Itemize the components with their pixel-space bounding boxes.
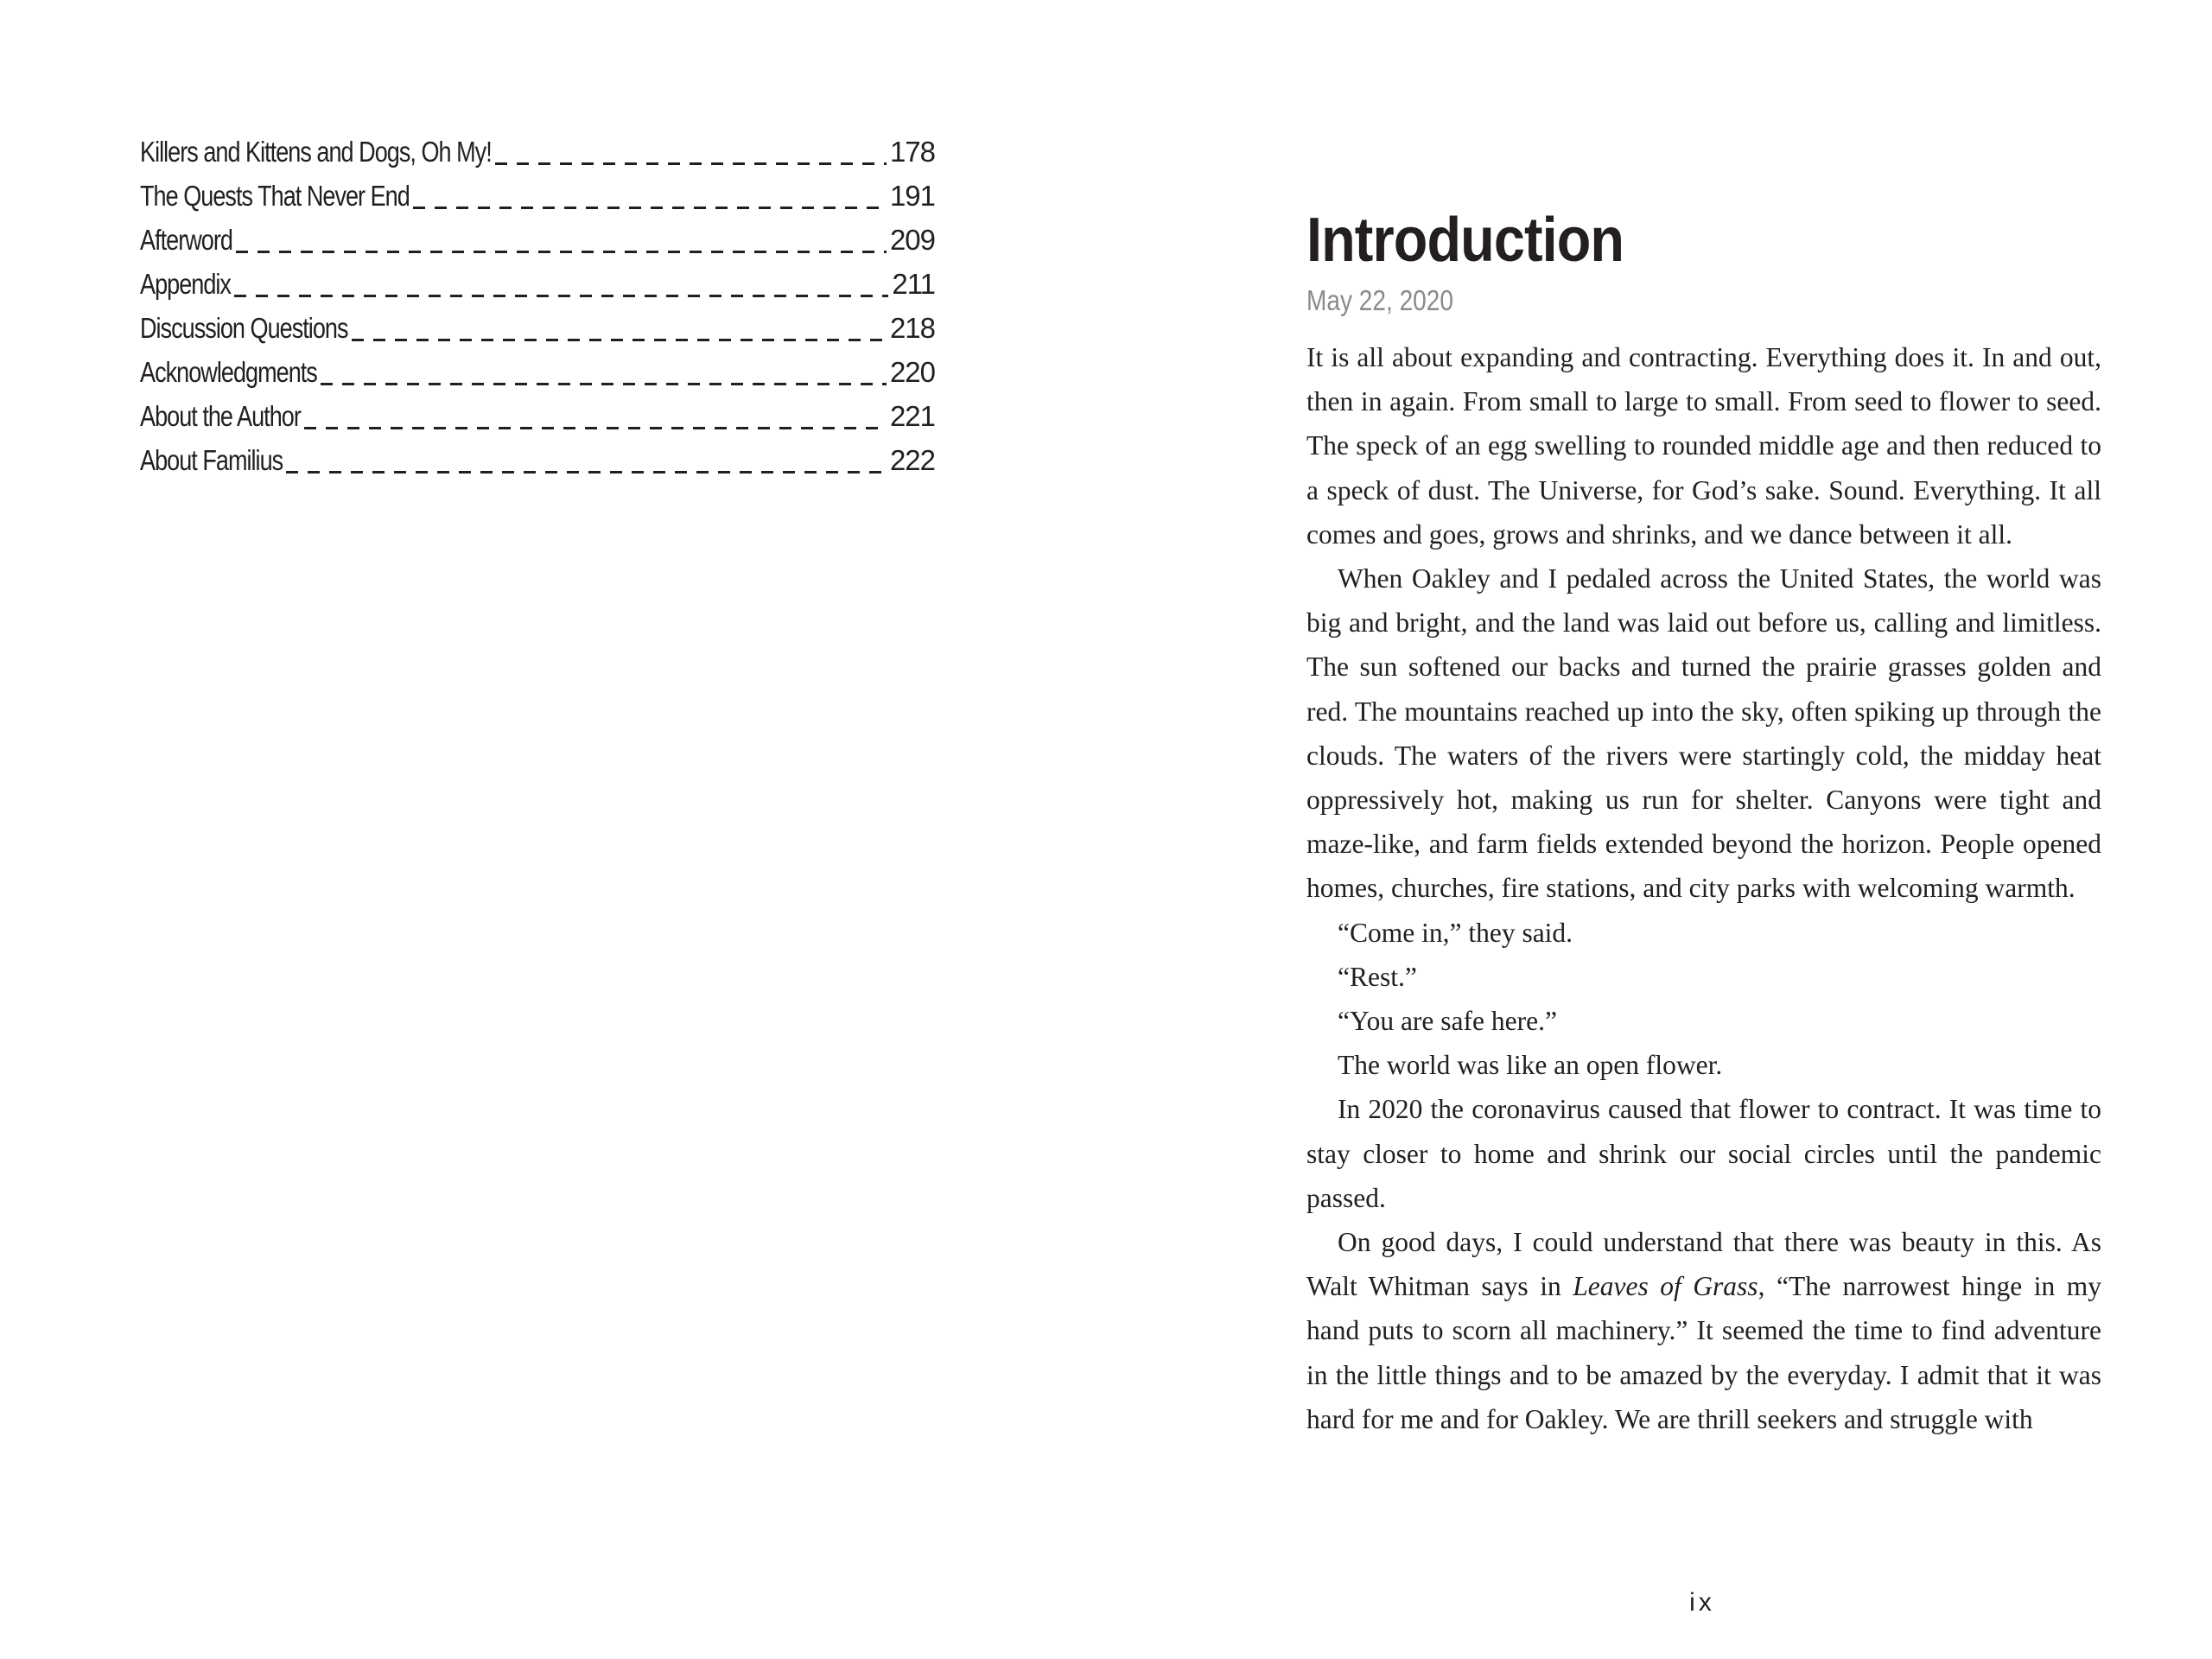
toc-leader xyxy=(413,207,887,209)
toc-entry-title: Afterword xyxy=(140,224,232,256)
toc-entry xyxy=(140,262,935,306)
body-paragraph: “Come in,” they said. xyxy=(1338,917,1573,948)
toc-entry-page: 220 xyxy=(889,356,935,388)
toc-entry-page: 178 xyxy=(889,136,935,168)
toc-entry-page: 211 xyxy=(892,268,935,300)
chapter-title: Introduction xyxy=(1306,206,1624,275)
toc-entry-title: The Quests That Never End xyxy=(140,180,410,212)
toc-entry-title: Killers and Kittens and Dogs, Oh My! xyxy=(140,136,492,168)
toc-leader xyxy=(321,383,887,385)
toc-leader xyxy=(234,295,888,297)
toc-entry-title: Acknowledgments xyxy=(140,356,317,388)
toc-leader xyxy=(495,162,887,165)
toc-leader xyxy=(236,251,887,253)
body-paragraph: The world was like an open flower. xyxy=(1338,1050,1723,1081)
chapter-date: May 22, 2020 xyxy=(1306,284,1453,316)
toc-entry-page: 191 xyxy=(889,180,935,212)
toc-entry-title: About Familius xyxy=(140,444,283,476)
page-number: ix xyxy=(1689,1588,1715,1617)
toc-entry-title: About the Author xyxy=(140,400,301,432)
toc-entry-page: 209 xyxy=(889,224,935,256)
body-paragraph: It is all about expanding and contracting. Everything does it. In and out, then in again. From small to large to small. From seed to flower to seed. The speck of an egg swelling to rounded middle age and then reduced to a speck of dust. The Universe, for God’s sake. Sound. Everything. It all comes and goes, grows and shrinks, and we dance between it all. xyxy=(1306,342,2101,550)
body-paragraph xyxy=(1306,1220,2101,1441)
toc-entry-title: Appendix xyxy=(140,268,231,300)
table-of-contents xyxy=(140,130,935,482)
paragraph-text: On good days, I could understand that there was beauty in this. As Walt Whitman says in xyxy=(1306,1227,2101,1302)
body-paragraph: When Oakley and I pedaled across the United States, the world was big and bright, and the land was laid out before us, calling and limitless. The sun softened our backs and turned the prairie grasses golden and red. The mountains reached up into the sky, often spiking up through the clouds. The waters of the rivers were startingly cold, the midday heat oppressively hot, making us run for shelter. Canyons were tight and maze-like, and farm fields extended beyond the horizon. People opened homes, churches, fire stations, and city parks with welcoming warmth. xyxy=(1306,563,2101,904)
paragraph-text: , “The narrowest hinge in my hand puts to scorn all machinery.” It seemed the time to find adventure in the little things and to be amazed by the everyday. I admit that it was hard for me and for Oakley. We are thrill seekers and struggle with xyxy=(1306,1271,2102,1434)
toc-entry xyxy=(140,174,935,218)
toc-leader xyxy=(304,427,887,429)
body-paragraph: “Rest.” xyxy=(1338,961,1417,992)
chapter-body xyxy=(1306,335,2101,1441)
toc-entry xyxy=(140,218,935,262)
toc-leader xyxy=(286,471,887,474)
toc-entry-title: Discussion Questions xyxy=(140,312,348,344)
toc-entry xyxy=(140,306,935,350)
toc-entry-page: 221 xyxy=(889,400,935,432)
body-paragraph: “You are safe here.” xyxy=(1338,1006,1557,1037)
chapter-page xyxy=(1306,204,2101,1441)
body-paragraph: In 2020 the coronavirus caused that flower to contract. It was time to stay closer to home and shrink our social circles until the pandemic passed. xyxy=(1306,1094,2101,1213)
toc-entry-page: 222 xyxy=(889,444,935,476)
toc-entry xyxy=(140,438,935,482)
toc-leader xyxy=(352,339,887,341)
toc-entry xyxy=(140,350,935,394)
toc-entry xyxy=(140,130,935,174)
book-title-italic: Leaves of Grass xyxy=(1573,1271,1758,1302)
toc-entry-page: 218 xyxy=(889,312,935,344)
toc-entry xyxy=(140,394,935,438)
